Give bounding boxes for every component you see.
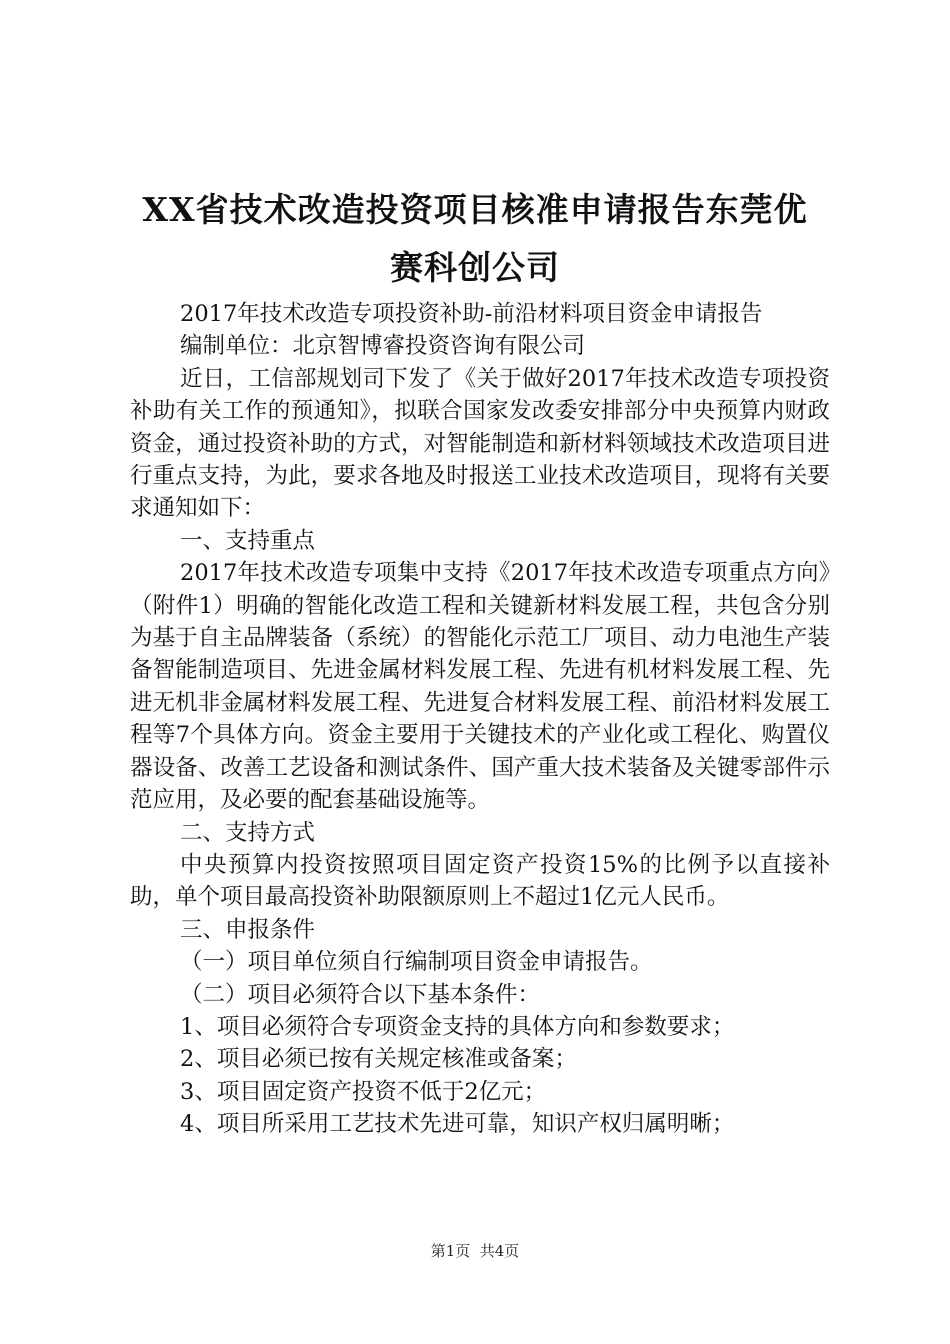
page-footer: 第1页 共4页 [430,1242,520,1260]
document-body [130,298,830,1141]
paragraph: 近日，工信部规划司下发了《关于做好2017年技术改造专项投资补助有关工作的预通知》，拟联合国家发改委安排部分中央预算内财政资金，通过投资补助的方式，对智能制造和新材料领域技术改造项目进行重点支持，为此，要求各地及时报送工业技术改造项目，现将有关要求通知如下： [130,365,830,522]
list-item: （二）项目必须符合以下基本条件： [180,981,541,1008]
section-heading: 三、申报条件 [180,916,316,943]
list-item: 4、项目所采用工艺技术先进可靠，知识产权归属明晰； [180,1111,735,1138]
section-heading: 二、支持方式 [180,819,316,846]
document-title-line-1: XX省技术改造投资项目核准申请报告东莞优 [142,190,808,229]
list-item: （一）项目单位须自行编制项目资金申请报告。 [180,949,653,976]
document-title-line-2: 赛科创公司 [390,248,560,287]
list-item: 3、项目固定资产投资不低于2亿元； [180,1078,547,1105]
list-item: 1、项目必须符合专项资金支持的具体方向和参数要求； [180,1013,735,1040]
paragraph: 2017年技术改造专项集中支持《2017年技术改造专项重点方向》（附件1）明确的智能化改造工程和关键新材料发展工程，共包含分别为基于自主品牌装备（系统）的智能化示范工厂项目、动力电池生产装备智能制造项目、先进金属材料发展工程、先进有机材料发展工程、先进无机非金属材料发展工程、先进复合材料发展工程、前沿材料发展工程等7个具体方向。资金主要用于关键技术的产业化或工程化、购置仪器设备、改善工艺设备和测试条件、国产重大技术装备及关键零部件示范应用，及必要的配套基础设施等。 [130,560,830,814]
section-heading: 一、支持重点 [180,527,316,554]
paragraph: 2017年技术改造专项投资补助-前沿材料项目资金申请报告 [180,301,763,327]
paragraph: 编制单位：北京智博睿投资咨询有限公司 [180,333,586,360]
list-item: 2、项目必须已按有关规定核准或备案； [180,1046,577,1073]
paragraph: 中央预算内投资按照项目固定资产投资15%的比例予以直接补助，单个项目最高投资补助限额原则上不超过1亿元人民币。 [130,851,830,911]
